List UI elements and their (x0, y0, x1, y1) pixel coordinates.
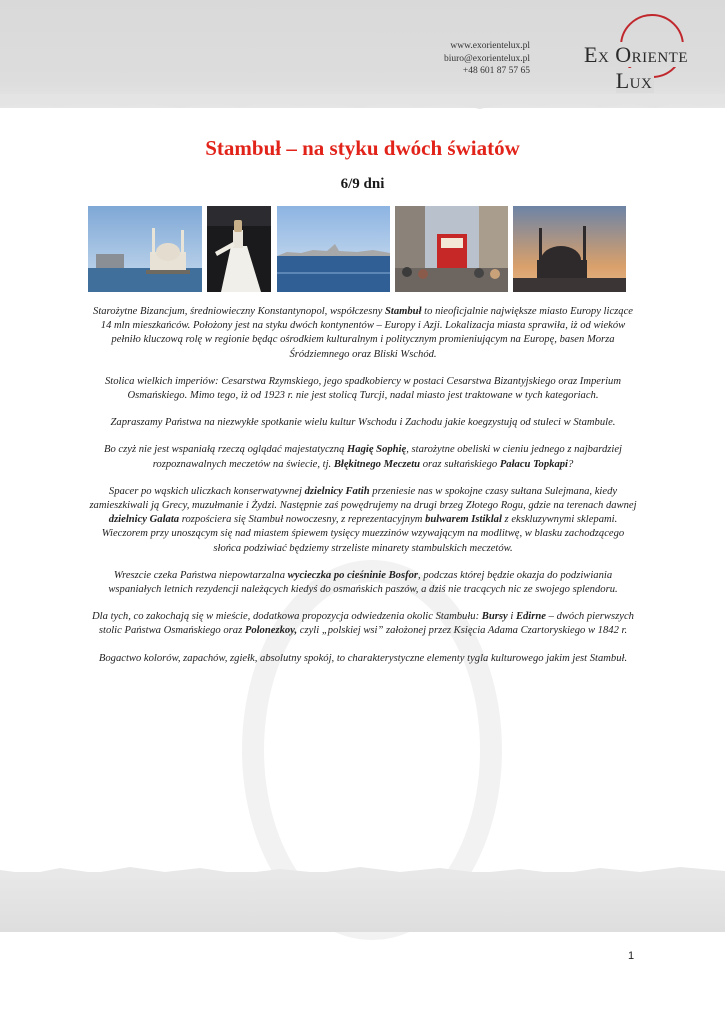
highlighted-term: Stambuł (385, 306, 422, 317)
paragraph-text: i (507, 611, 516, 623)
paragraph-text: Wreszcie czeka Państwa niepowtarzalna (113, 569, 288, 581)
page-number: 1 (628, 950, 635, 962)
highlighted-term: Bursy (481, 611, 508, 623)
paragraph-text: , starożytne obeliski w cieniu jednego z najbardziej rozpoznawalnych meczetów na świecie, tj. (152, 444, 622, 470)
highlighted-term: Edirne (515, 611, 546, 623)
highlighted-term: Polonezkoy, (244, 625, 298, 637)
footer-band (0, 872, 725, 932)
highlighted-term: wycieczka po cieśninie Bosfor (287, 569, 419, 581)
header-torn-edge (0, 94, 725, 114)
body-paragraph (88, 569, 638, 597)
highlighted-term: dzielnicy Galata (108, 514, 180, 526)
paragraph-text: czyli „polskiej wsi” założonej przez Księcia Adama Czartoryskiego w 1842 r. (297, 625, 628, 637)
highlighted-term: dzielnicy Fatih (304, 485, 370, 497)
body-paragraph (88, 305, 638, 362)
logo (560, 42, 710, 94)
paragraph-text: rozpościera się Stambuł nowoczesny, z reprezentacyjnym (179, 514, 426, 526)
paragraph-text: Spacer po wąskich uliczkach konserwatywnej (108, 485, 305, 497)
logo-text: Ex Oriente Lux (584, 42, 688, 93)
photo-bosphorus-panorama (277, 206, 390, 292)
highlighted-term: Pałacu Topkapi (499, 458, 568, 470)
photo-new-mosque-dusk (513, 206, 626, 292)
body-paragraph (88, 375, 638, 403)
body-paragraph (88, 610, 638, 638)
paragraph-text: ? (568, 458, 574, 470)
phone-text: +48 601 87 57 65 (462, 66, 530, 76)
contact-info (410, 40, 530, 78)
photo-ortakoy-mosque (88, 206, 202, 292)
highlighted-term: bulwarem Istiklal (425, 514, 502, 526)
website-text[interactable]: www.exorientelux.pl (450, 41, 530, 51)
body-paragraph (88, 443, 638, 471)
footer-torn-edge (0, 864, 725, 878)
photo-istiklal-tram (395, 206, 508, 292)
paragraph-text: Bogactwo kolorów, zapachów, zgiełk, absolutny spokój, to charakterystyczne elementy tygla kulturowego jakim jest Stambuł. (98, 652, 628, 664)
photo-whirling-dervish (207, 206, 271, 292)
paragraph-text: Stolica wielkich imperiów: Cesarstwa Rzymskiego, jego spadkobiercy w postaci Cesarstwa Bizantyjskiego oraz Imperium Osmańskiego. Mimo tego, iż od 1923 r. nie jest stolicą Turcji, nadal miasto jest traktowane w tych kategoriach. (105, 375, 621, 402)
paragraph-text: Zapraszamy Państwa na niezwykłe spotkanie wielu kultur Wschodu i Zachodu jakie koegzystują od stuleci w Stambule. (110, 417, 616, 429)
highlighted-term: Hagię Sophię (347, 444, 407, 456)
paragraph-text: – dwóch pierwszych stolic Państwa Osmańskiego oraz (98, 611, 634, 637)
paragraph-text: to nieoficjalnie największe miasto Europy liczące 14 mln mieszkańców. Położony jest na styku dwóch kontynentów – Europy i Azji. Lokalizacja miasta sprawiła, iż od wieków pełniło kluczową rolę w regionie będąc ośrodkiem kulturalnym i politycznym promieniującym na Europę, basen Morza Śródziemnego oraz Bliski Wschód. (100, 306, 633, 360)
body-paragraph (88, 652, 638, 666)
paragraph-text: z ekskluzywnymi sklepami. Wieczorem przy unoszącym się nad miastem śpiewem tysięcy muezzinów wzywającym na modlitwę, w blasku zachodzącego słońca podziwiać będziemy strzeliste minarety stambulskich meczetów. (101, 514, 625, 554)
paragraph-text: przeniesie nas w spokojne czasy sułtana Sulejmana, kiedy zamieszkiwali ją Grecy, muzułmanie i Żydzi. Następnie zaś powędrujemy na drugi brzeg Złotego Rogu, gdzie na terenach dawnej (89, 485, 637, 512)
body-paragraph (88, 485, 638, 556)
page-title: Stambuł – na styku dwóch światów (205, 136, 520, 160)
paragraph-text: Dla tych, co zakochają się w mieście, dodatkowa propozycja odwiedzenia okolic Stambułu: (92, 611, 482, 623)
paragraph-text: oraz sułtańskiego (420, 458, 500, 470)
highlighted-term: Błękitnego Meczetu (333, 458, 421, 470)
page-subtitle: 6/9 dni (340, 176, 385, 192)
photo-strip (88, 206, 628, 292)
email-text[interactable]: biuro@exorientelux.pl (443, 53, 530, 64)
body-paragraph (88, 416, 638, 430)
body-text (88, 305, 638, 679)
paragraph-text: , podczas której będzie okazja do podziwiania wspaniałych letnich rezydencji należących kiedyś do osmańskich paszów, a dziś nie tracących nic ze swojego splendoru. (108, 569, 618, 596)
paragraph-text: Bo czyż nie jest wspaniałą rzeczą oglądać majestatyczną (104, 444, 348, 456)
paragraph-text: Starożytne Bizancjum, średniowieczny Konstantynopol, współczesny (93, 306, 386, 317)
